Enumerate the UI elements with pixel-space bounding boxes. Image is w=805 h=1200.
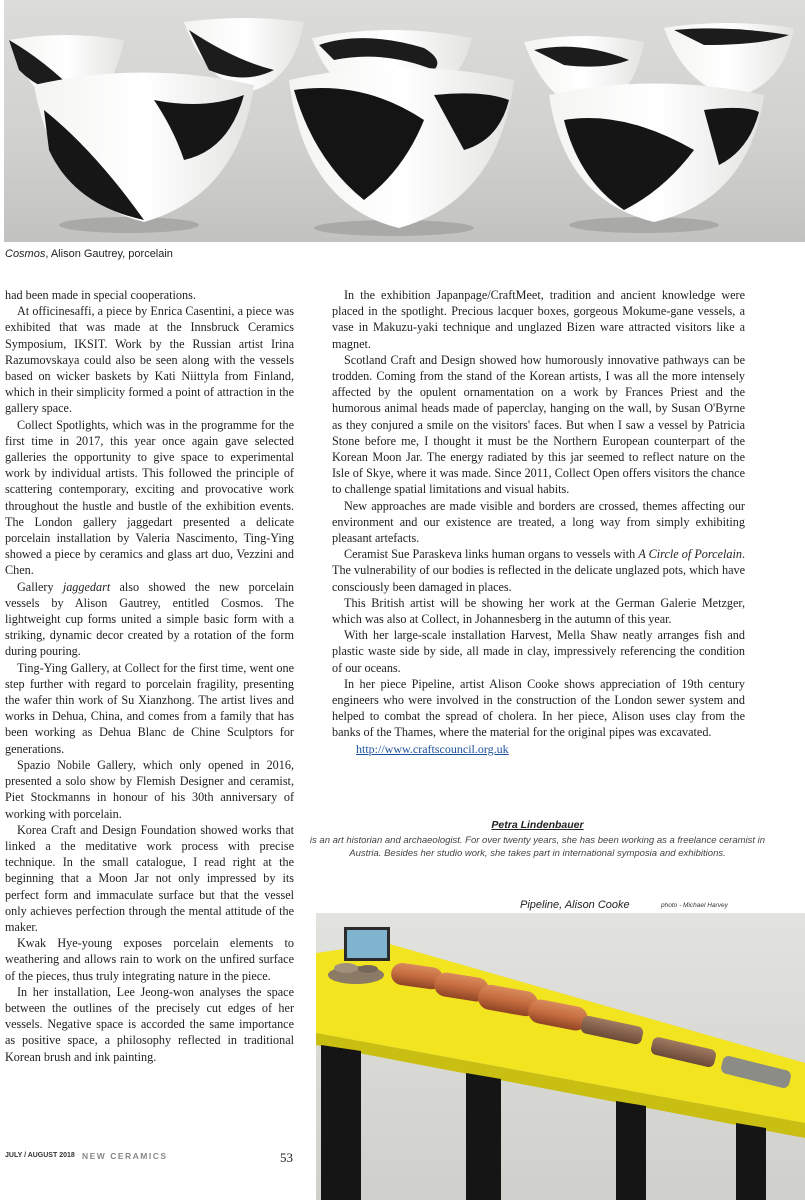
paragraph: Collect Spotlights, which was in the programme for the first time in 2017, this year once again gave selected galleries the opportunity to give space to experimental work by individual artists. This followed the principle of scattering contemporary, exciting and provocative work throughout the hustle and bustle of the exhibition events. The London gallery jaggedart presented a delicate porcelain installation by Valeria Nascimento, Ting-Ying showed a piece by ceramics and glass art duo, Vezzini and Chen. xyxy=(5,417,294,578)
footer-magazine-name: NEW CERAMICS xyxy=(82,1151,168,1161)
paragraph: In her installation, Lee Jeong-won analyses the space between the outlines of the precisely cut edges of her vessels. Negative space is accorded the same importance as positive space, a philosophy reflected in traditional Korean brush and ink painting. xyxy=(5,984,294,1064)
paragraph: Kwak Hye-young exposes porcelain elements to weathering and allows rain to work on the unfired surface of the pieces, thus truly integrating nature in the piece. xyxy=(5,936,294,983)
top-photo-cosmos-bowls xyxy=(4,0,805,242)
author-bio: is an art historian and archaeologist. For over twenty years, she has been working as a freelance ceramist in Austria. Besides her studio work, she takes part in international symposia and exhibitions. xyxy=(309,835,766,859)
paragraph: Scotland Craft and Design showed how humorously innovative pathways can be trodden. Coming from the stand of the Korean artists, I was all the more intensely affected by the opulent ornamentation on a work by Frances Priest and the humorous animal heads made of paperclay, hanging on the wall, by Susan O'Byrne as they conjured a smile on the visitors' faces. But when I saw a vessel by Patricia Stone before me, I thought it must be the Northern European counterpart of the Korean Moon Jar. The energy radiated by this jar seemed to reflect nature on the Isle of Skye, where it was made. Since 2011, Collect Open offers visitors the chance to challenge spatial limitations and visual habits. xyxy=(332,352,745,497)
text-run: . The vulnerability of our bodies is reflected in the delicate unglazed pots, which have consciously been damaged in places. xyxy=(332,547,745,594)
text-run: Gallery xyxy=(17,579,63,594)
bottom-photo-pipeline xyxy=(316,913,805,1200)
paragraph: Korea Craft and Design Foundation showed works that linked a the meditative work process with precise technique. In the small catalogue, I read right at the beginning that a Moon Jar not only impressed by its perfect form and immaculate surface but that the vessel only achieves perfection through the mental attitude of the maker. xyxy=(5,822,294,934)
paragraph: had been made in special cooperations. xyxy=(5,288,196,302)
paragraph: Spazio Nobile Gallery, which only opened in 2016, presented a solo show by Flemish Designer and ceramist, Piet Stockmanns in honour of his 30th anniversary of working with porcelain. xyxy=(5,757,294,821)
caption-title: Cosmos xyxy=(5,248,46,260)
paragraph: This British artist will be showing her work at the German Galerie Metzger, which was also at Collect, in Johannesberg in the autumn of this year. xyxy=(332,595,745,627)
link-paragraph xyxy=(332,741,745,757)
text-run: also showed the new porcelain vessels by Alison Gautrey, entitled Cosmos. The lightweight cup forms united a simple basic form with a striking, dynamic decor created by a rotation of the form during pouring. xyxy=(5,579,295,659)
top-photo-caption xyxy=(5,248,173,260)
paragraph: In the exhibition Japanpage/CraftMeet, tradition and ancient knowledge were placed in the spotlight. Precious lacquer boxes, gorgeous Mokume-gane vessels, a vase in Makuzu-yaki technique and unglazed Bizen ware attracted visitors like a magnet. xyxy=(332,288,745,351)
article-left-column xyxy=(5,287,294,1065)
paragraph: With her large-scale installation Harvest, Mella Shaw neatly arranges fish and plastic waste side by side, all made in clay, impressively referencing the condition of our oceans. xyxy=(332,628,745,675)
author-name: Petra Lindenbauer xyxy=(491,819,584,831)
paragraph: At officinesaffi, a piece by Enrica Casentini, a piece was exhibited that was made at the Innsbruck Ceramics Symposium, IKSIT. Work by the Russian artist Irina Razumovskaya could also be seen along with the vessels based on wicker baskets by Kati Niittyla from Finland, which in their simplicity formed a point of attraction in the gallery space. xyxy=(5,304,294,416)
page-number: 53 xyxy=(280,1150,293,1165)
author-block xyxy=(300,819,775,860)
italic-text: jaggedart xyxy=(62,579,111,594)
paragraph xyxy=(332,546,745,595)
paragraph: Ting-Ying Gallery, at Collect for the first time, went one step further with regard to porcelain fragility, presenting the wafer thin work of Su Xianzhong. The artist lives and works in Dehua, China, and comes from a family that has been working as Dehua Blanc de Chine Sculptors for generations. xyxy=(5,660,294,756)
bottom-photo-caption: Pipeline, Alison Cooke xyxy=(520,899,630,911)
caption-rest: , Alison Gautrey, porcelain xyxy=(45,248,173,260)
paragraph: In her piece Pipeline, artist Alison Cooke shows appreciation of 19th century engineers who were involved in the construction of the London sewer system and helped to combat the spread of cholera. In her piece, Alison uses clay from the banks of the Thames, where the material for the original pipes was excavated. xyxy=(332,676,745,740)
photo-credit: photo - Michael Harvey xyxy=(661,902,728,909)
paragraph xyxy=(5,579,294,660)
footer-issue-date: JULY / AUGUST 2018 xyxy=(5,1152,75,1159)
text-run: Ceramist Sue Paraskeva links human organs to vessels with xyxy=(344,547,639,562)
article-right-column xyxy=(332,287,745,757)
italic-text: A Circle of Porcelain xyxy=(638,547,742,562)
paragraph: New approaches are made visible and borders are crossed, themes affecting our environment and our existence are treated, a long way from simply exhibiting pleasant artefacts. xyxy=(332,498,745,546)
crafts-council-link[interactable]: http://www.craftscouncil.org.uk xyxy=(356,741,509,756)
